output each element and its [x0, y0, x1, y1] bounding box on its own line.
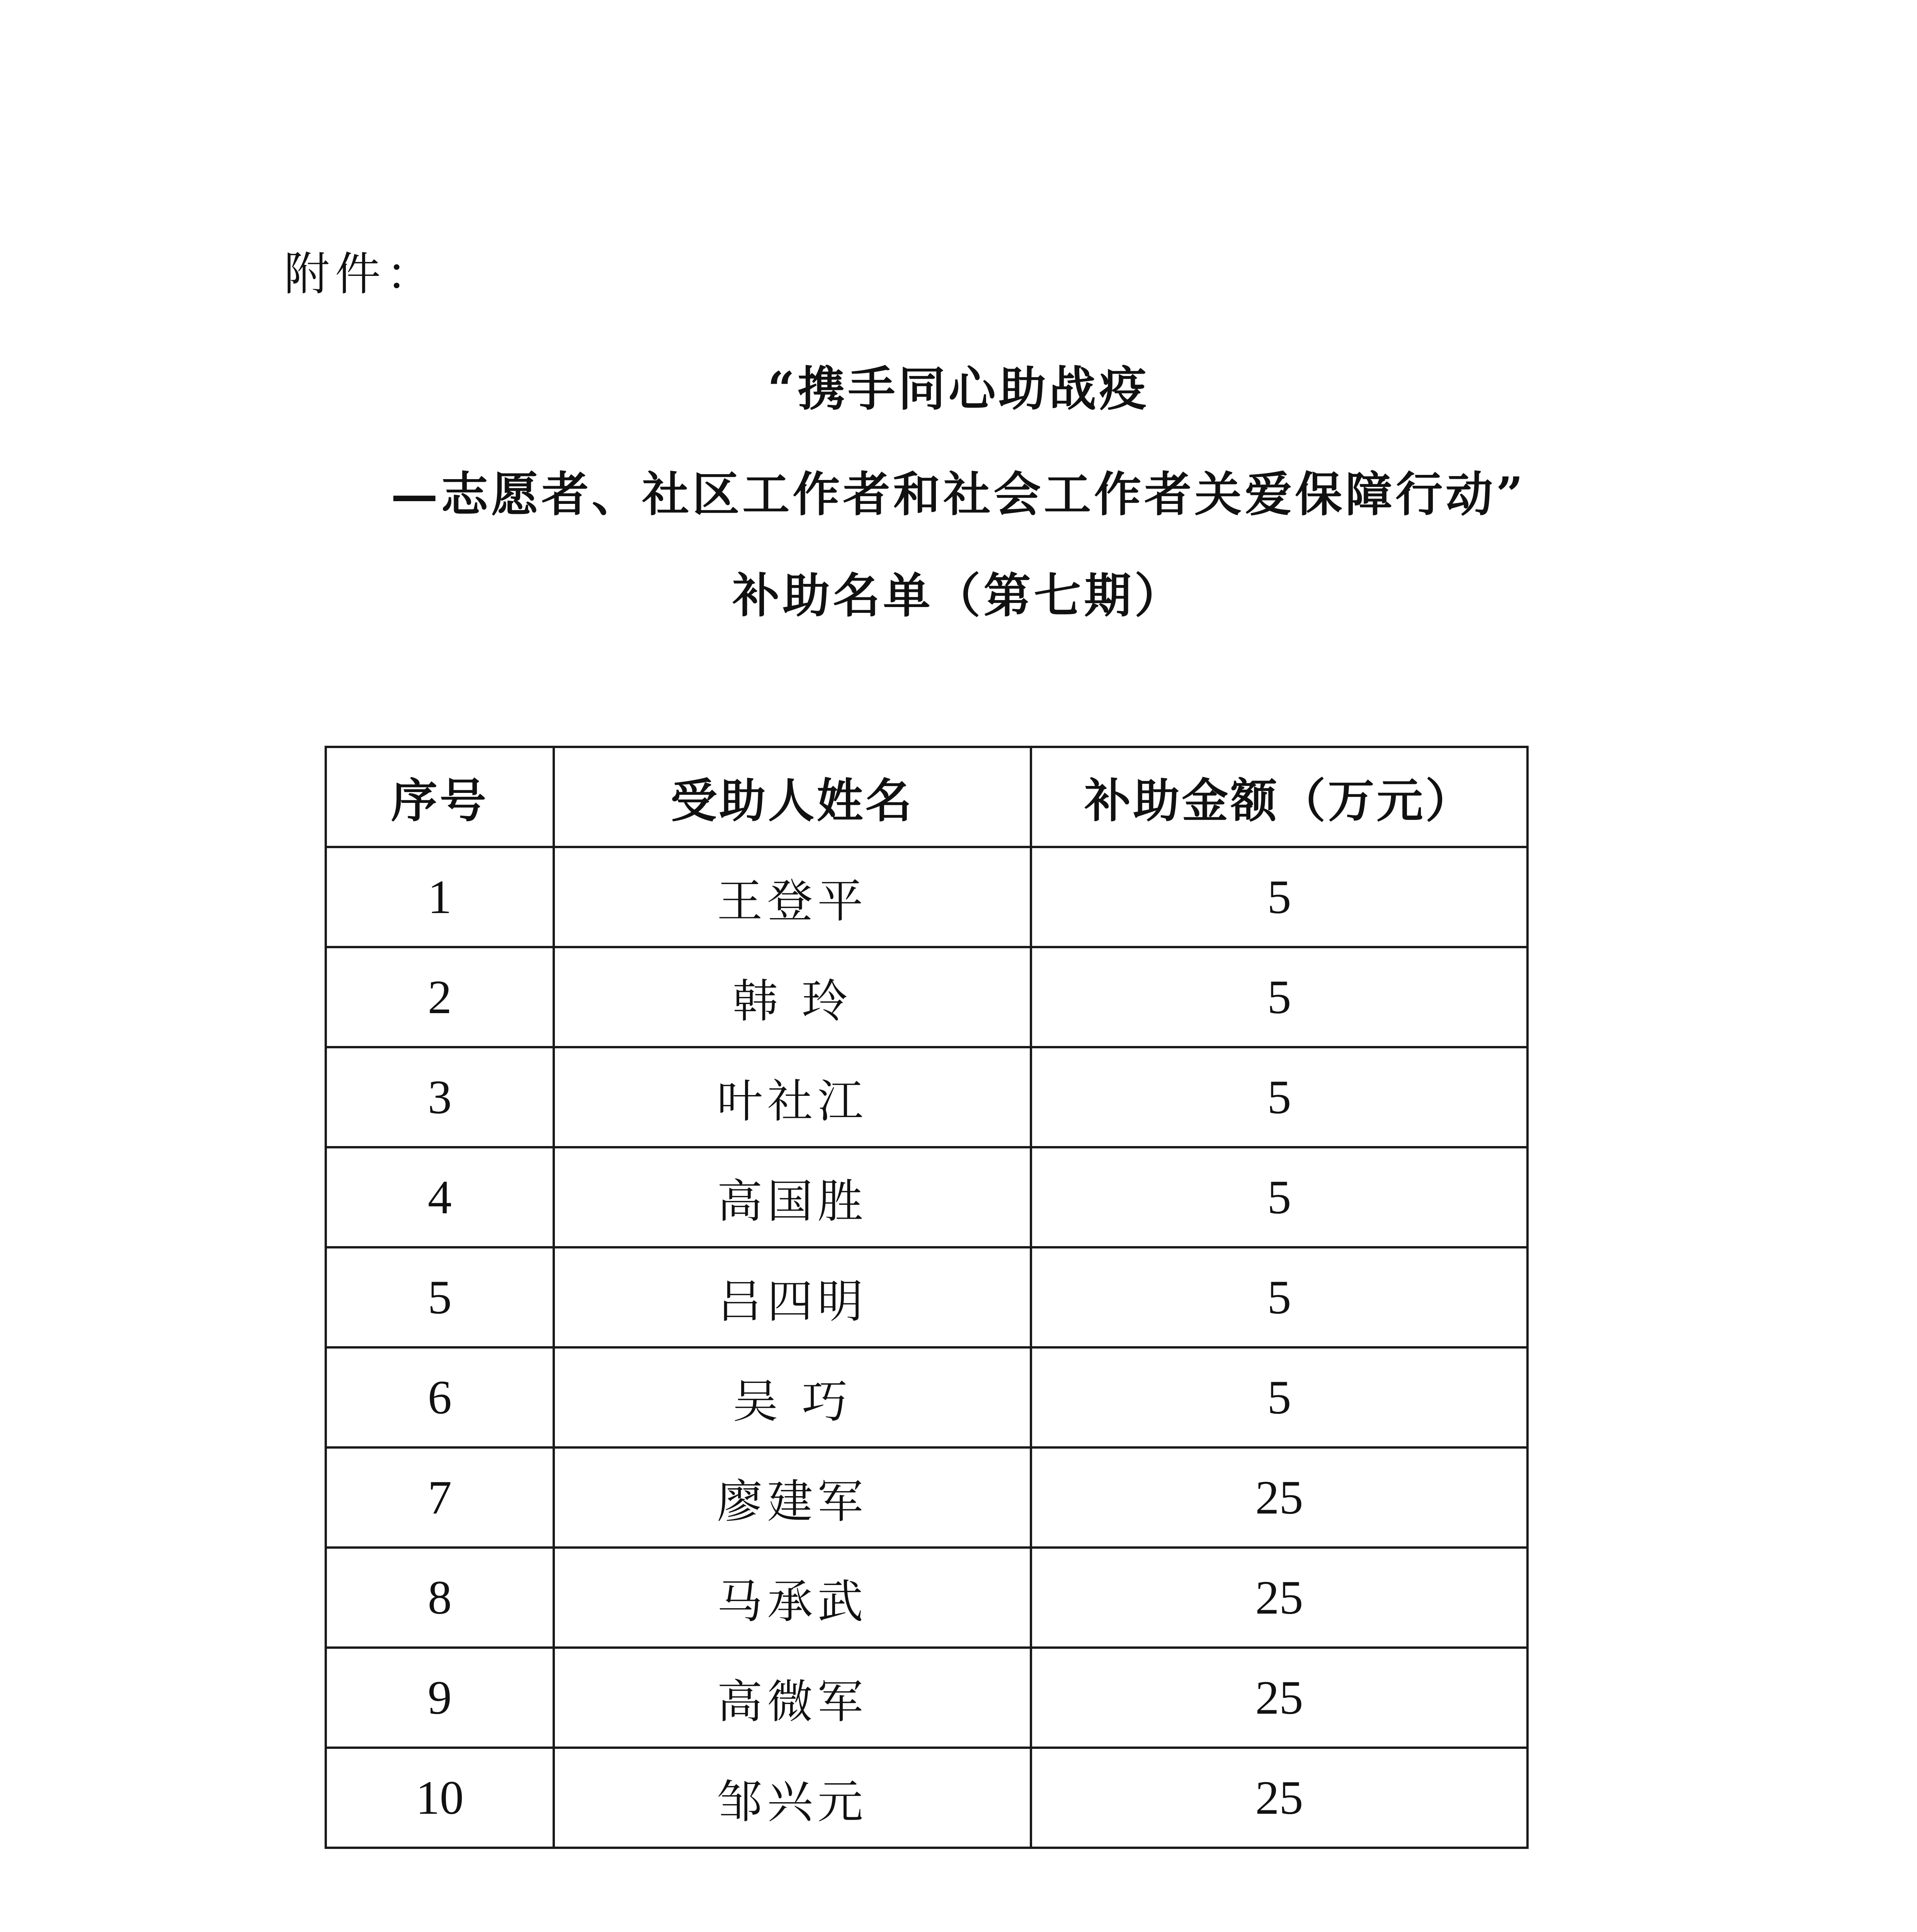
header-recipient-name: 受助人姓名	[554, 747, 1031, 847]
row-serial-number: 7	[326, 1447, 554, 1548]
row-subsidy-amount: 5	[1031, 947, 1527, 1047]
row-subsidy-amount: 25	[1031, 1548, 1527, 1648]
row-serial-number: 8	[326, 1548, 554, 1648]
table-row	[326, 1447, 1527, 1548]
row-subsidy-amount: 5	[1031, 1047, 1527, 1147]
row-serial-number: 10	[326, 1748, 554, 1848]
table-row	[326, 1147, 1527, 1247]
header-serial-number: 序号	[326, 747, 554, 847]
row-serial-number: 1	[326, 847, 554, 947]
table-row	[326, 1548, 1527, 1648]
row-recipient-name: 邹兴元	[554, 1748, 1031, 1848]
document-title-line-2: —志愿者、社区工作者和社会工作者关爱保障行动”	[391, 466, 1526, 522]
row-recipient-name: 高国胜	[554, 1147, 1031, 1247]
row-subsidy-amount: 25	[1031, 1447, 1527, 1548]
row-recipient-name: 韩 玲	[554, 947, 1031, 1047]
header-subsidy-amount: 补助金额（万元）	[1031, 747, 1527, 847]
row-recipient-name: 廖建军	[554, 1447, 1031, 1548]
table-row	[326, 1648, 1527, 1748]
table-row	[326, 947, 1527, 1047]
row-recipient-name: 叶社江	[554, 1047, 1031, 1147]
row-subsidy-amount: 5	[1031, 847, 1527, 947]
document-title-line-1: “携手同心助战疫	[767, 361, 1150, 417]
row-recipient-name: 王登平	[554, 847, 1031, 947]
row-subsidy-amount: 5	[1031, 1347, 1527, 1447]
subsidy-roster-table	[325, 746, 1529, 1849]
table-header-row	[326, 747, 1527, 847]
row-subsidy-amount: 25	[1031, 1648, 1527, 1748]
table-row	[326, 1047, 1527, 1147]
row-subsidy-amount: 5	[1031, 1147, 1527, 1247]
row-recipient-name: 吴 巧	[554, 1347, 1031, 1447]
document-title-line-3: 补助名单（第七期）	[732, 568, 1185, 623]
row-recipient-name: 高微军	[554, 1648, 1031, 1748]
table-row	[326, 847, 1527, 947]
row-subsidy-amount: 5	[1031, 1247, 1527, 1347]
row-serial-number: 4	[326, 1147, 554, 1247]
row-serial-number: 9	[326, 1648, 554, 1748]
row-subsidy-amount: 25	[1031, 1748, 1527, 1848]
table-row	[326, 1347, 1527, 1447]
row-serial-number: 6	[326, 1347, 554, 1447]
attachment-label: 附件：	[284, 247, 437, 301]
table-row	[326, 1247, 1527, 1347]
row-serial-number: 3	[326, 1047, 554, 1147]
row-serial-number: 2	[326, 947, 554, 1047]
row-serial-number: 5	[326, 1247, 554, 1347]
row-recipient-name: 马承武	[554, 1548, 1031, 1648]
row-recipient-name: 吕四明	[554, 1247, 1031, 1347]
table-row	[326, 1748, 1527, 1848]
